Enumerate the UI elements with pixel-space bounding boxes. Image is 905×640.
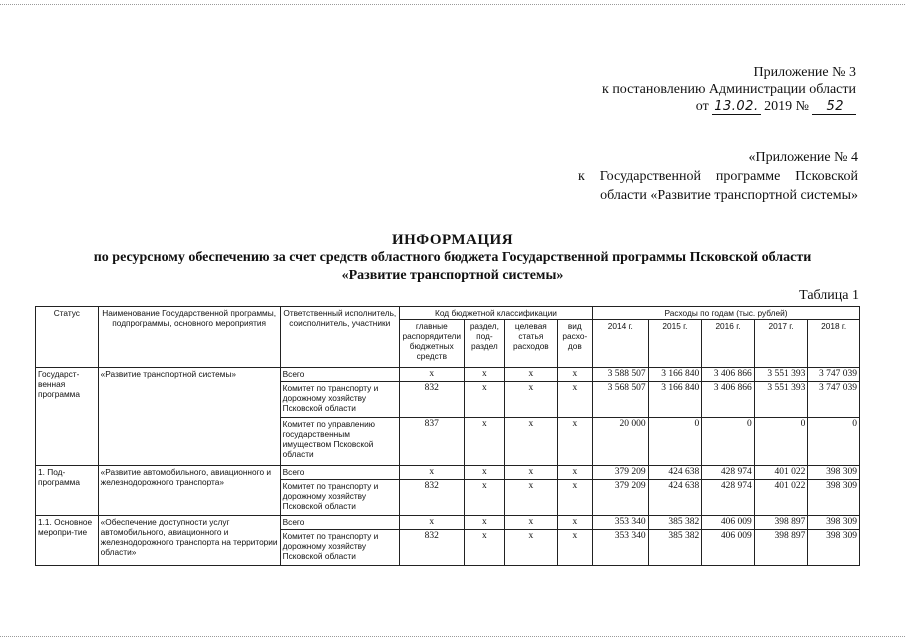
appendix-4-title: «Приложение № 4: [748, 150, 858, 165]
amount-cell: 3 166 840: [648, 382, 702, 418]
status-cell: Государст-венная программа: [36, 368, 99, 466]
amount-cell: 3 551 393: [754, 368, 808, 382]
document-heading: ИНФОРМАЦИЯ: [391, 232, 514, 248]
amount-cell: 3 406 866: [702, 382, 755, 418]
amount-cell: 385 382: [648, 516, 702, 530]
amount-cell: 398 309: [808, 466, 860, 480]
amount-cell: 0: [754, 418, 808, 466]
vr-cell: х: [557, 368, 592, 382]
scan-edge-top: [0, 4, 905, 5]
col-rzpr-header: раздел, под-раздел: [464, 320, 504, 368]
appendix-4-line3: области «Развитие транспортной системы»: [600, 188, 858, 203]
amount-cell: 398 897: [754, 516, 808, 530]
rzpr-cell: х: [464, 382, 504, 418]
col-year-header: 2014 г.: [593, 320, 649, 368]
table-row: [36, 516, 860, 530]
amount-cell: 3 406 866: [702, 368, 755, 382]
col-vr-header: вид расхо-дов: [557, 320, 592, 368]
amount-cell: 3 551 393: [754, 382, 808, 418]
responsible-cell: Комитет по транспорту и дорожному хозяйству Псковской области: [280, 480, 399, 516]
col-year-header: 2017 г.: [754, 320, 808, 368]
vr-cell: х: [557, 418, 592, 466]
rzpr-cell: х: [464, 530, 504, 566]
col-responsible-header: Ответственный исполнитель, соисполнитель, участники: [280, 307, 399, 368]
amount-cell: 20 000: [593, 418, 649, 466]
amount-cell: 3 747 039: [808, 368, 860, 382]
rzpr-cell: х: [464, 418, 504, 466]
vr-cell: х: [557, 516, 592, 530]
status-cell: 1.1. Основное меропри-тие: [36, 516, 99, 566]
appendix-3-date-line: [602, 98, 856, 115]
vr-cell: х: [557, 530, 592, 566]
col-csr-header: целевая статья расходов: [505, 320, 558, 368]
appendix-3-title: Приложение № 3: [753, 65, 856, 80]
csr-cell: х: [505, 530, 558, 566]
amount-cell: 0: [808, 418, 860, 466]
csr-cell: х: [505, 382, 558, 418]
table-row: [36, 368, 860, 382]
csr-cell: х: [505, 418, 558, 466]
handwritten-number: 52: [812, 99, 856, 115]
scan-edge-bottom: [0, 636, 905, 637]
amount-cell: 424 638: [648, 466, 702, 480]
col-expenses-header: Расходы по годам (тыс. рублей): [593, 307, 860, 320]
col-status-header: Статус: [36, 307, 99, 368]
grbs-cell: 832: [399, 480, 464, 516]
table-label: Таблица 1: [799, 288, 859, 303]
amount-cell: 401 022: [754, 480, 808, 516]
amount-cell: 398 309: [808, 516, 860, 530]
grbs-cell: 837: [399, 418, 464, 466]
appendix-4-block: [578, 148, 858, 205]
appendix-4-line2: к Государственной программе Псковской: [578, 169, 858, 184]
amount-cell: 3 568 507: [593, 382, 649, 418]
amount-cell: 424 638: [648, 480, 702, 516]
responsible-cell: Комитет по транспорту и дорожному хозяйству Псковской области: [280, 382, 399, 418]
program-name-cell: «Развитие транспортной системы»: [98, 368, 280, 466]
appendix-3-prefix: от: [695, 99, 709, 114]
amount-cell: 385 382: [648, 530, 702, 566]
responsible-cell: Комитет по транспорту и дорожному хозяйству Псковской области: [280, 530, 399, 566]
csr-cell: х: [505, 368, 558, 382]
responsible-cell: Всего: [280, 368, 399, 382]
amount-cell: 406 009: [702, 530, 755, 566]
amount-cell: 3 747 039: [808, 382, 860, 418]
amount-cell: 379 209: [593, 480, 649, 516]
csr-cell: х: [505, 480, 558, 516]
responsible-cell: Всего: [280, 516, 399, 530]
amount-cell: 428 974: [702, 466, 755, 480]
amount-cell: 3 588 507: [593, 368, 649, 382]
vr-cell: х: [557, 480, 592, 516]
program-name-cell: «Обеспечение доступности услуг автомобильного, авиационного и железнодорожного транспорта на территории области»: [98, 516, 280, 566]
amount-cell: 3 166 840: [648, 368, 702, 382]
amount-cell: 398 309: [808, 530, 860, 566]
grbs-cell: х: [399, 368, 464, 382]
table-row: [36, 466, 860, 480]
resource-table: [35, 306, 860, 566]
status-cell: 1. Под-программа: [36, 466, 99, 516]
appendix-3-year: 2019 №: [764, 99, 809, 114]
amount-cell: 0: [648, 418, 702, 466]
csr-cell: х: [505, 466, 558, 480]
amount-cell: 398 309: [808, 480, 860, 516]
amount-cell: 379 209: [593, 466, 649, 480]
grbs-cell: х: [399, 516, 464, 530]
amount-cell: 353 340: [593, 530, 649, 566]
vr-cell: х: [557, 382, 592, 418]
vr-cell: х: [557, 466, 592, 480]
amount-cell: 353 340: [593, 516, 649, 530]
amount-cell: 401 022: [754, 466, 808, 480]
program-name-cell: «Развитие автомобильного, авиационного и железнодорожного транспорта»: [98, 466, 280, 516]
col-budget-code-header: Код бюджетной классификации: [399, 307, 592, 320]
responsible-cell: Всего: [280, 466, 399, 480]
csr-cell: х: [505, 516, 558, 530]
col-name-header: Наименование Государственной программы, подпрограммы, основного мероприятия: [98, 307, 280, 368]
rzpr-cell: х: [464, 466, 504, 480]
responsible-cell: Комитет по управлению государственным имуществом Псковской области: [280, 418, 399, 466]
amount-cell: 0: [702, 418, 755, 466]
appendix-3-subtitle: к постановлению Администрации области: [602, 82, 856, 97]
amount-cell: 406 009: [702, 516, 755, 530]
col-year-header: 2016 г.: [702, 320, 755, 368]
col-year-header: 2018 г.: [808, 320, 860, 368]
col-grbs-header: главные распорядители бюджетных средств: [399, 320, 464, 368]
col-year-header: 2015 г.: [648, 320, 702, 368]
rzpr-cell: х: [464, 368, 504, 382]
appendix-3-block: [602, 64, 856, 115]
document-program-name: «Развитие транспортной системы»: [341, 268, 564, 283]
rzpr-cell: х: [464, 516, 504, 530]
amount-cell: 398 897: [754, 530, 808, 566]
grbs-cell: х: [399, 466, 464, 480]
rzpr-cell: х: [464, 480, 504, 516]
handwritten-date: 13.02.: [714, 99, 759, 114]
document-subheading: по ресурсному обеспечению за счет средств областного бюджета Государственной программы Псковской области: [93, 250, 812, 265]
header-row-1: [36, 307, 860, 320]
grbs-cell: 832: [399, 530, 464, 566]
grbs-cell: 832: [399, 382, 464, 418]
amount-cell: 428 974: [702, 480, 755, 516]
